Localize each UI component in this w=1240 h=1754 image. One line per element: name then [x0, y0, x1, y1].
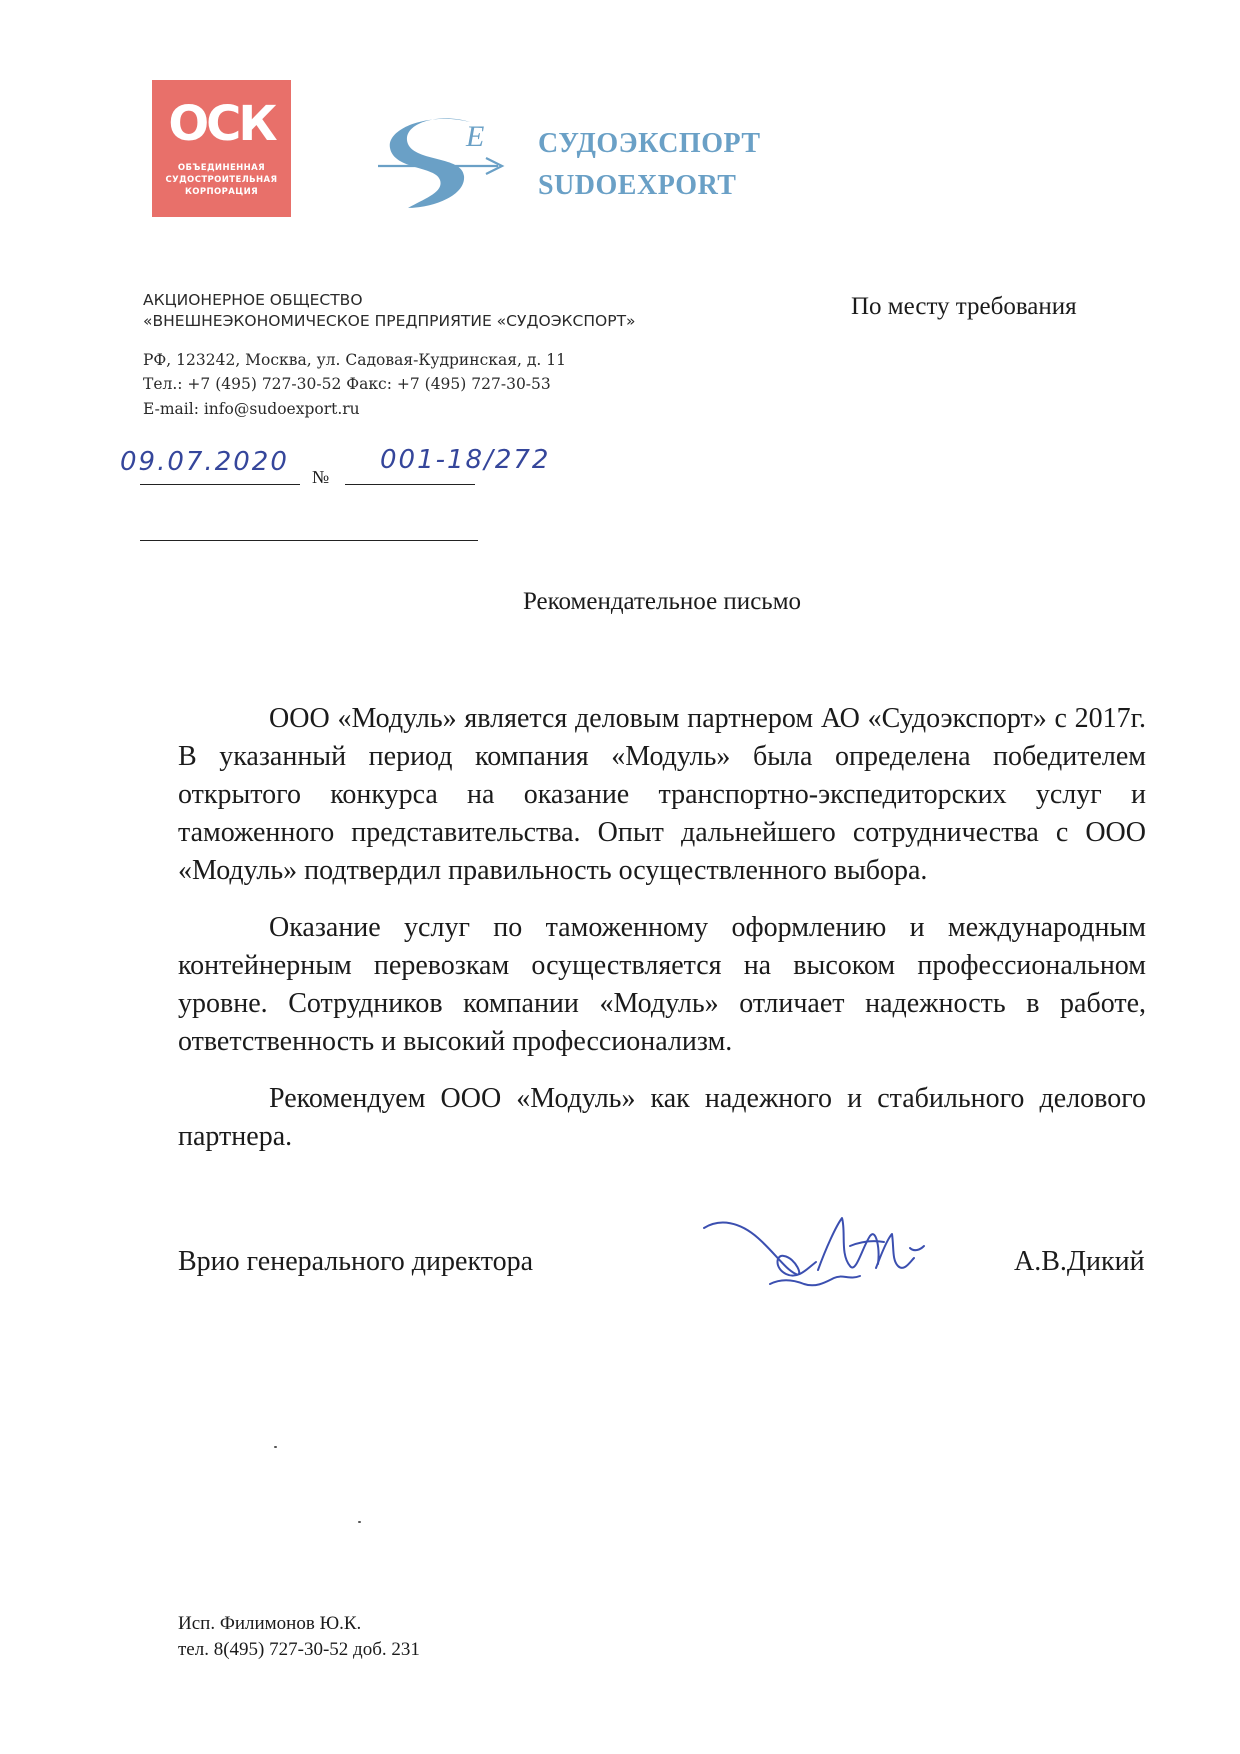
osk-logo-word: ОСК: [168, 96, 275, 152]
osk-logo: [152, 80, 291, 217]
body-paragraph: ООО «Модуль» является деловым партнером АО «Судоэкспорт» с 2017г. В указанный период компания «Модуль» была определена победителем открытого конкурса на оказание транспортно-экспедиторских услуг и таможенного представительства. Опыт дальнейшего сотрудничества с ООО «Модуль» подтвердил правильность осуществленного выбора.: [178, 703, 1146, 886]
body-paragraph: Рекомендуем ООО «Модуль» как надежного и стабильного делового партнера.: [178, 1083, 1146, 1152]
body-paragraph: Оказание услуг по таможенному оформлению и международным контейнерным перевозкам осуществляется на высоком профессиональном уровне. Сотрудников компании «Модуль» отличает надежность в работе, ответственность и высокий профессионализм.: [178, 912, 1146, 1057]
scan-speck: [358, 1521, 361, 1523]
company-email[interactable]: info@sudoexport.ru: [203, 400, 360, 418]
signature-image: [700, 1188, 940, 1298]
company-name: «ВНЕШНЕЭКОНОМИЧЕСКОЕ ПРЕДПРИЯТИЕ «СУДОЭКСПОРТ»: [143, 312, 636, 330]
company-type: АКЦИОНЕРНОЕ ОБЩЕСТВО: [143, 291, 363, 309]
company-phones: Тел.: +7 (495) 727-30-52 Факс: +7 (495) 727-30-53: [143, 375, 551, 393]
signer-name: А.В.Дикий: [1014, 1246, 1145, 1277]
osk-logo-line: СУДОСТРОИТЕЛЬНАЯ: [165, 175, 278, 185]
sudoexport-name-en: SUDOEXPORT: [538, 170, 737, 201]
company-email-line: [143, 400, 360, 418]
scan-speck: [274, 1446, 277, 1448]
osk-logo-line: ОБЪЕДИНЕННАЯ: [177, 163, 266, 173]
document-number: 001-18/272: [380, 445, 551, 475]
company-address: РФ, 123242, Москва, ул. Садовая-Кудринская, д. 11: [143, 351, 566, 369]
letter-title: Рекомендательное письмо: [522, 588, 802, 615]
executor-phone: тел. 8(495) 727-30-52 доб. 231: [178, 1639, 420, 1660]
sudoexport-emblem-letter: E: [466, 120, 485, 153]
sudoexport-emblem-icon: [378, 112, 518, 222]
sudoexport-name-ru: СУДОЭКСПОРТ: [538, 128, 761, 159]
number-underline: [345, 484, 475, 485]
addressee: По месту требования: [851, 293, 1077, 320]
company-email-label: E-mail:: [143, 400, 204, 418]
date-underline: [140, 484, 300, 485]
signer-position: Врио генерального директора: [178, 1246, 533, 1277]
executor: Исп. Филимонов Ю.К.: [178, 1613, 362, 1634]
document-date: 09.07.2020: [120, 447, 289, 477]
number-sign: №: [312, 467, 330, 487]
blank-reference-underline: [140, 540, 478, 541]
osk-logo-line: КОРПОРАЦИЯ: [184, 187, 259, 197]
letter-body: [178, 700, 1146, 1175]
